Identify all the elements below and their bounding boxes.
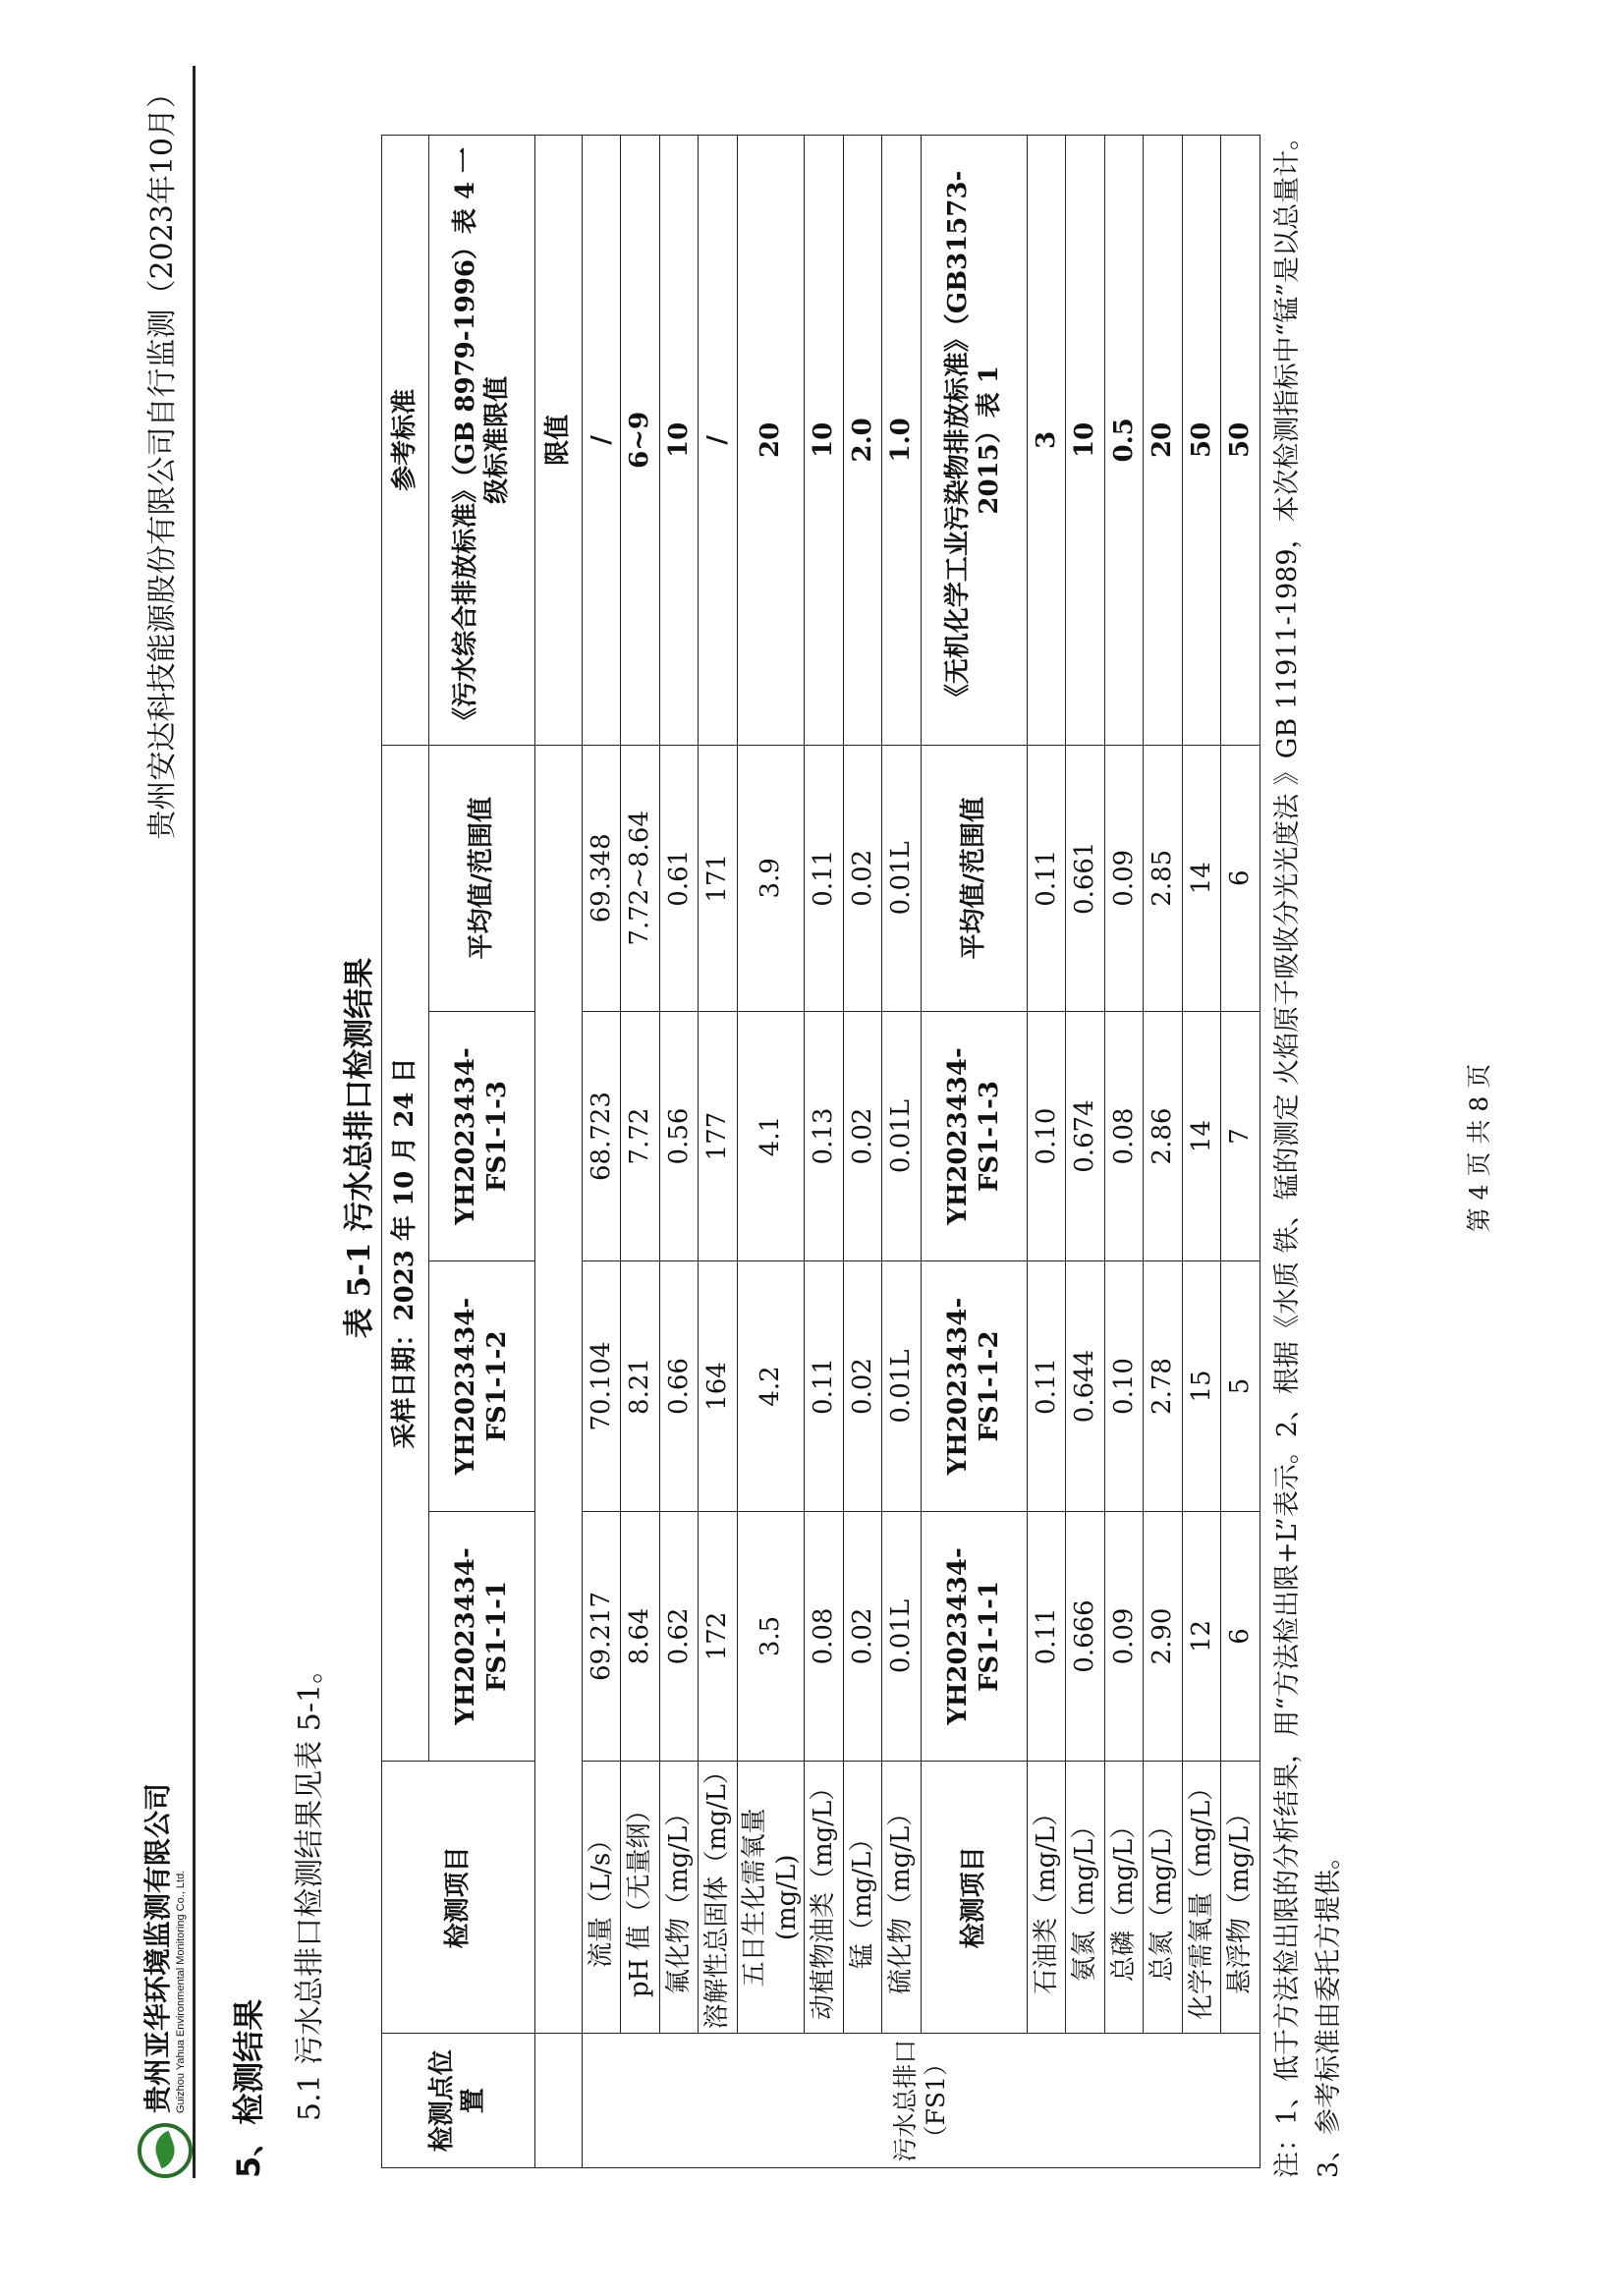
item-cell: 悬浮物（mg/L） xyxy=(1221,1762,1260,2034)
item-cell: pH 值（无量纲） xyxy=(621,1762,660,2034)
results-table xyxy=(381,135,1260,2168)
value-cell: 8.21 xyxy=(621,1261,660,1511)
value-cell: 3.5 xyxy=(737,1511,805,1761)
page-footer: 第 4 页 共 8 页 xyxy=(1465,1063,1493,1233)
header-row-3 xyxy=(534,136,582,2168)
value-cell: 0.13 xyxy=(805,1011,844,1260)
intro-text: 5.1 污水总排口检测结果见表 5-1。 xyxy=(293,1653,327,2121)
item-cell: 化学需氧量（mg/L） xyxy=(1182,1762,1221,2034)
table-row xyxy=(882,136,922,2168)
header-divider xyxy=(193,66,196,2178)
header-sample-1: YH2023434-FS1-1-1 xyxy=(428,1511,534,1761)
limit-cell: / xyxy=(582,136,621,746)
item-cell: 氨氮（mg/L） xyxy=(1066,1762,1105,2034)
header-average: 平均值/范围值 xyxy=(428,745,534,1011)
item-cell: 溶解性总固体（mg/L） xyxy=(699,1762,738,2034)
header-sample-2b: YH2023434-FS1-1-2 xyxy=(921,1261,1027,1511)
yahua-logo-icon xyxy=(138,2123,193,2178)
table-row xyxy=(659,136,699,2168)
limit-cell: 2.0 xyxy=(843,136,882,746)
average-cell: 14 xyxy=(1182,745,1221,1011)
header-sample-3b: YH2023434-FS1-1-3 xyxy=(921,1011,1027,1260)
value-cell: 14 xyxy=(1182,1011,1221,1260)
value-cell: 0.62 xyxy=(659,1511,699,1761)
value-cell: 164 xyxy=(699,1261,738,1511)
average-cell: 69.348 xyxy=(582,745,621,1011)
table-row xyxy=(737,136,805,2168)
standard-1-title: 《污水综合排放标准》（GB 8979-1996）表 4 一级标准限值 xyxy=(428,136,534,746)
header-row-1 xyxy=(382,136,429,2168)
average-cell: 0.09 xyxy=(1104,745,1144,1011)
value-cell: 0.10 xyxy=(1104,1261,1144,1511)
section-title: 5、检测结果 xyxy=(230,1998,267,2178)
value-cell: 2.86 xyxy=(1144,1011,1183,1260)
value-cell: 0.66 xyxy=(659,1261,699,1511)
header-sampling-date: 采样日期：2023 年 10 月 24 日 xyxy=(382,745,429,1761)
value-cell: 0.02 xyxy=(843,1011,882,1260)
header-sample-3: YH2023434-FS1-1-3 xyxy=(428,1011,534,1260)
limit-cell: 50 xyxy=(1221,136,1260,746)
limit-cell: 10 xyxy=(805,136,844,746)
average-cell: 0.02 xyxy=(843,745,882,1011)
value-cell: 0.01L xyxy=(882,1261,922,1511)
limit-cell: 20 xyxy=(737,136,805,746)
table-row xyxy=(1027,136,1066,2168)
items-blank-cell xyxy=(534,745,582,2034)
value-cell: 177 xyxy=(699,1011,738,1260)
item-cell: 流量（L/s） xyxy=(582,1762,621,2034)
value-cell: 7.72 xyxy=(621,1011,660,1260)
table-row xyxy=(1221,136,1260,2168)
average-cell: 0.11 xyxy=(1027,745,1066,1011)
item-cell: 五日生化需氧量(mg/L) xyxy=(737,1762,805,2034)
value-cell: 4.1 xyxy=(737,1011,805,1260)
value-cell: 0.09 xyxy=(1104,1511,1144,1761)
item-cell: 总氮（mg/L） xyxy=(1144,1762,1183,2034)
table-row xyxy=(621,136,660,2168)
average-cell: 0.661 xyxy=(1066,745,1105,1011)
header-sample-2: YH2023434-FS1-1-2 xyxy=(428,1261,534,1511)
logo-chinese-name: 贵州亚华环境监测有限公司 xyxy=(140,1782,174,2113)
limit-cell: / xyxy=(699,136,738,746)
value-cell: 0.666 xyxy=(1066,1511,1105,1761)
header-reference: 参考标准 xyxy=(382,136,429,746)
value-cell: 0.56 xyxy=(659,1011,699,1260)
header-row-4 xyxy=(921,136,1027,2168)
average-cell: 0.11 xyxy=(805,745,844,1011)
value-cell: 0.08 xyxy=(1104,1011,1144,1260)
limit-cell: 10 xyxy=(1066,136,1105,746)
value-cell: 68.723 xyxy=(582,1011,621,1260)
standard-2-title: 《无机化学工业污染物排放标准》（GB31573-2015）表 1 xyxy=(921,136,1027,746)
limit-cell: 0.5 xyxy=(1104,136,1144,746)
header-location: 检测点位置 xyxy=(382,2034,535,2168)
value-cell: 0.674 xyxy=(1066,1011,1105,1260)
limit-label: 限值 xyxy=(534,136,582,746)
value-cell: 0.02 xyxy=(843,1511,882,1761)
header-sample-1b: YH2023434-FS1-1-1 xyxy=(921,1511,1027,1761)
table-row xyxy=(1066,136,1105,2168)
table-row xyxy=(843,136,882,2168)
value-cell: 172 xyxy=(699,1511,738,1761)
limit-cell: 50 xyxy=(1182,136,1221,746)
average-cell: 3.9 xyxy=(737,745,805,1011)
table-row xyxy=(582,136,621,2168)
value-cell: 0.11 xyxy=(1027,1261,1066,1511)
value-cell: 7 xyxy=(1221,1011,1260,1260)
value-cell: 15 xyxy=(1182,1261,1221,1511)
header-item: 检测项目 xyxy=(382,1762,535,2034)
value-cell: 2.90 xyxy=(1144,1511,1183,1761)
value-cell: 5 xyxy=(1221,1261,1260,1511)
value-cell: 0.10 xyxy=(1027,1011,1066,1260)
value-cell: 12 xyxy=(1182,1511,1221,1761)
item-cell: 总磷（mg/L） xyxy=(1104,1762,1144,2034)
value-cell: 0.01L xyxy=(882,1511,922,1761)
value-cell: 0.02 xyxy=(843,1261,882,1511)
limit-cell: 3 xyxy=(1027,136,1066,746)
value-cell: 0.01L xyxy=(882,1011,922,1260)
value-cell: 0.644 xyxy=(1066,1261,1105,1511)
value-cell: 0.11 xyxy=(1027,1511,1066,1761)
average-cell: 0.01L xyxy=(882,745,922,1011)
location-blank-cell xyxy=(534,2034,582,2168)
value-cell: 6 xyxy=(1221,1511,1260,1761)
item-cell: 石油类（mg/L） xyxy=(1027,1762,1066,2034)
value-cell: 4.2 xyxy=(737,1261,805,1511)
table-row xyxy=(805,136,844,2168)
header-item-2: 检测项目 xyxy=(921,1762,1027,2034)
average-cell: 7.72~8.64 xyxy=(621,745,660,1011)
value-cell: 2.78 xyxy=(1144,1261,1183,1511)
average-cell: 6 xyxy=(1221,745,1260,1011)
limit-cell: 1.0 xyxy=(882,136,922,746)
notes: 注：1、低于方法检出限的分析结果，用“方法检出限+L”表示。2、根据《水质 铁、锰的测定 火焰原子吸收分光光度法 》GB 11911-1989，本次检测指标中“锰”是以总量计。3、参考标准由委托方提供。 xyxy=(1272,123,1344,2178)
item-cell: 动植物油类（mg/L） xyxy=(805,1762,844,2034)
average-cell: 2.85 xyxy=(1144,745,1183,1011)
table-row xyxy=(699,136,738,2168)
limit-cell: 10 xyxy=(659,136,699,746)
average-cell: 0.61 xyxy=(659,745,699,1011)
location-cell: 污水总排口（FS1） xyxy=(582,2034,1260,2168)
header-average-2: 平均值/范围值 xyxy=(921,745,1027,1011)
logo-english-name: Guizhou Yahua Environmental Monitoring Co., Ltd. xyxy=(174,1870,187,2113)
value-cell: 8.64 xyxy=(621,1511,660,1761)
item-cell: 硫化物（mg/L） xyxy=(882,1762,922,2034)
value-cell: 0.08 xyxy=(805,1511,844,1761)
value-cell: 0.11 xyxy=(805,1261,844,1511)
limit-cell: 6~9 xyxy=(621,136,660,746)
value-cell: 69.217 xyxy=(582,1511,621,1761)
document-header: 贵州安达科技能源股份有限公司自行监测（2023年10月） xyxy=(145,79,180,840)
table-row xyxy=(1182,136,1221,2168)
item-cell: 氟化物（mg/L） xyxy=(659,1762,699,2034)
company-logo xyxy=(136,1783,195,2178)
table-title: 表 5-1 污水总排口检测结果 xyxy=(342,957,377,1339)
limit-cell: 20 xyxy=(1144,136,1183,746)
table-row xyxy=(1144,136,1183,2168)
average-cell: 171 xyxy=(699,745,738,1011)
table-row xyxy=(1104,136,1144,2168)
value-cell: 70.104 xyxy=(582,1261,621,1511)
item-cell: 锰（mg/L） xyxy=(843,1762,882,2034)
